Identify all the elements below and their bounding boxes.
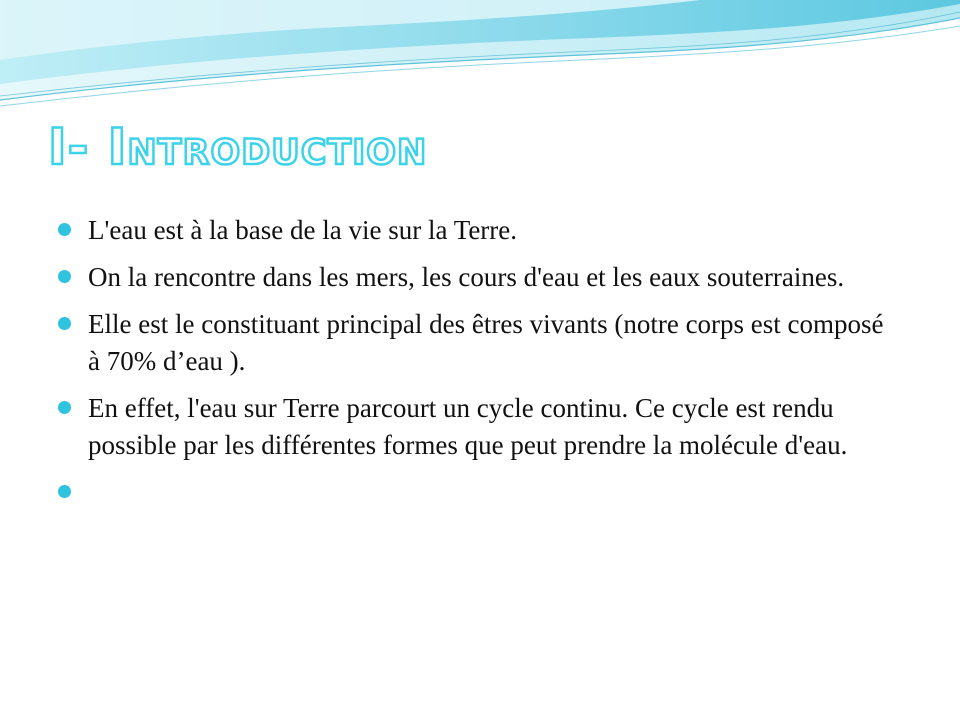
bullet-item: [58, 259, 898, 296]
bullet-item: [58, 390, 898, 464]
bullet-text: On la rencontre dans les mers, les cours d'eau et les eaux souterraines.: [88, 262, 845, 292]
wave-header-decoration: [0, 0, 960, 120]
bullet-dot-icon: [58, 401, 71, 414]
bullet-item: [58, 212, 898, 249]
bullet-item-empty: [58, 474, 898, 511]
bullet-dot-icon: [58, 317, 71, 330]
bullet-text: L'eau est à la base de la vie sur la Terre.: [88, 215, 518, 245]
bullet-text: En effet, l'eau sur Terre parcourt un cycle continu. Ce cycle est rendu possible par les différentes formes que peut prendre la molécule d'eau.: [88, 393, 848, 460]
bullet-dot-icon: [58, 485, 71, 498]
bullet-item: [58, 306, 898, 380]
slide-title: I- Introduction: [48, 118, 428, 176]
bullet-text: Elle est le constituant principal des êtres vivants (notre corps est composé à 70% d’eau ).: [88, 309, 884, 376]
bullet-dot-icon: [58, 270, 71, 283]
bullet-dot-icon: [58, 223, 71, 236]
bullet-list: [58, 212, 898, 521]
